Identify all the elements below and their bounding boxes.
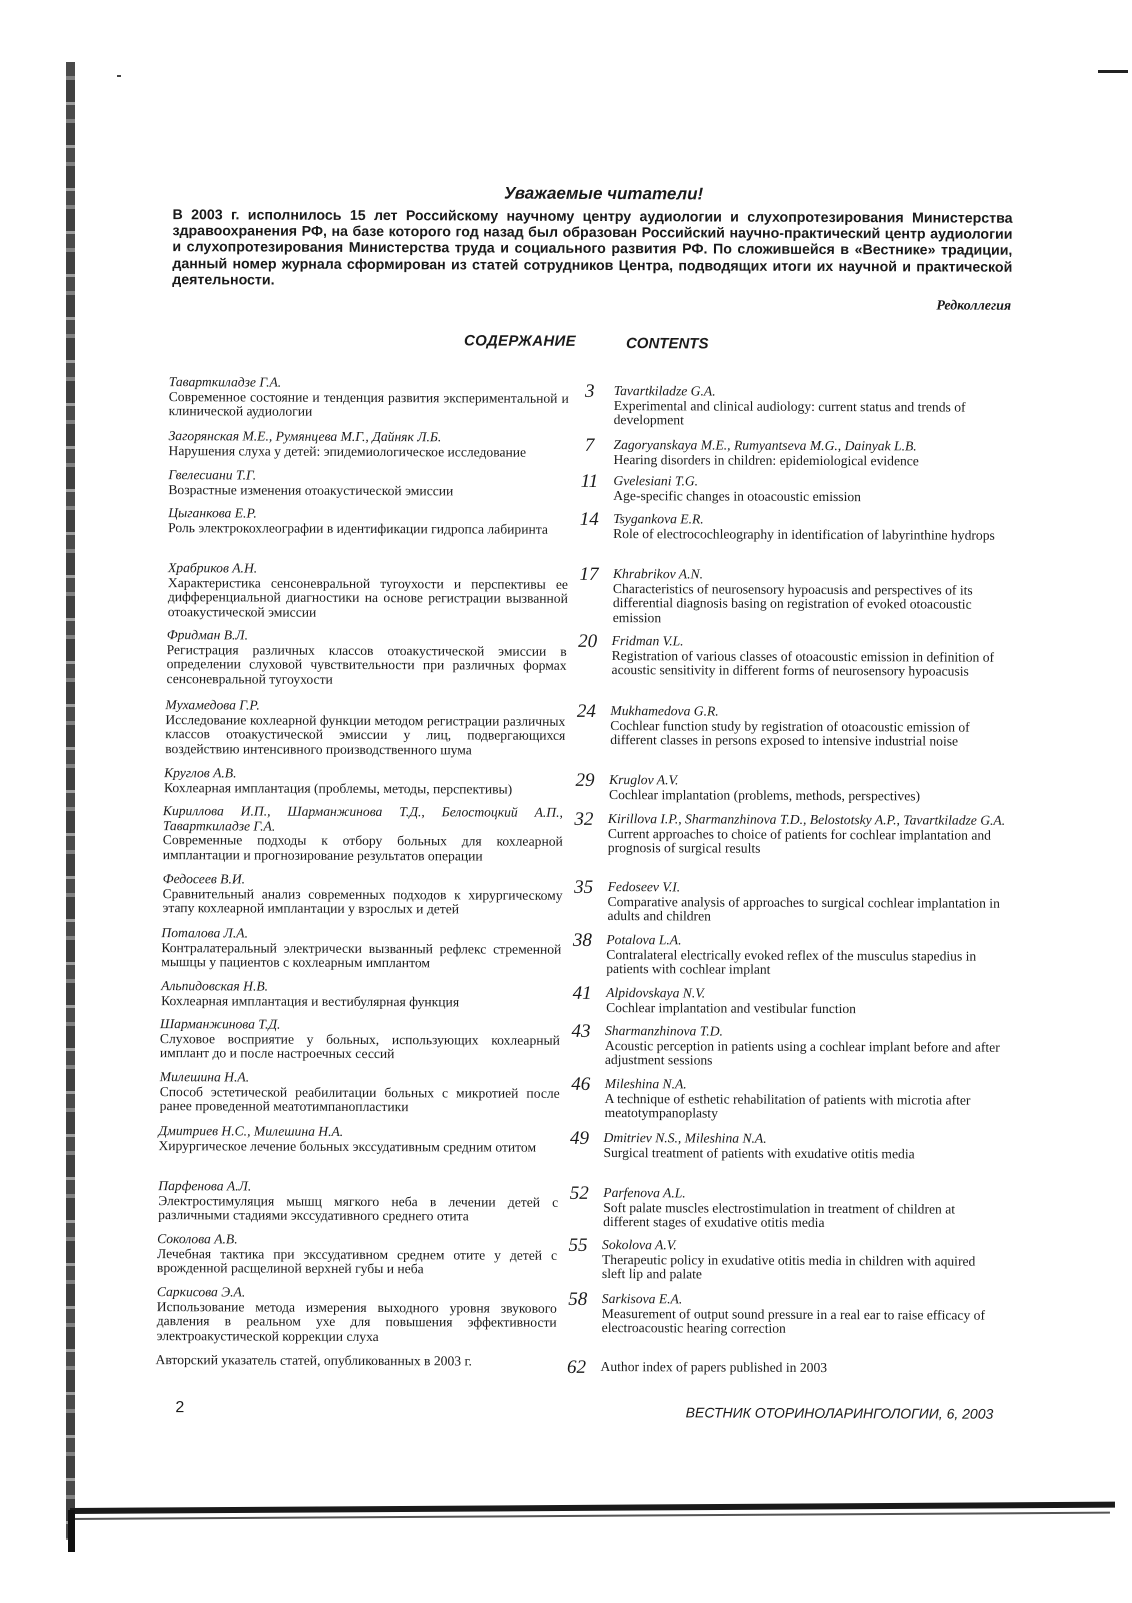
toc-entry-en-authors: Mileshina N.A. <box>604 1076 687 1092</box>
toc-entry-en-title: Therapeutic policy in exudative otitis media in children with aquired sleft lip and palate <box>601 1251 976 1282</box>
toc-entry-ru-title: Нарушения слуха у детей: эпидемиологическое исследование <box>168 442 527 460</box>
toc-entry-en <box>606 933 1006 979</box>
toc-entry-ru <box>160 1070 560 1116</box>
toc-entry-en-title: Characteristics of neurosensory hypoacusis and perspectives of its differential diagnosis basing on registration of evoked otoacoustic emission <box>612 580 973 626</box>
toc-entry-ru-authors: Гвелесиани Т.Г. <box>168 467 257 483</box>
toc-entry-en-title: Soft palate muscles electrostimulation in treatment of children at different stages of exudative otitis media <box>603 1199 956 1231</box>
toc-entry-en-title: Measurement of output sound pressure in a real ear to raise efficacy of electroacoustic hearing correction <box>601 1305 986 1337</box>
toc-entry-en-authors: Potalova L.A. <box>606 932 682 948</box>
toc-entry-en-title: Registration of various classes of otoacoustic emission in definition of acoustic sensitivity in different forms of neurosensory hypoacusis <box>611 647 995 679</box>
toc-entry-en-authors: Dmitriev N.S., Mileshina N.A. <box>603 1130 767 1146</box>
toc-entry-ru-title: Способ эстетической реабилитации больных с микротией после ранее проведенной меатотимпанопластики <box>159 1083 560 1115</box>
toc-entry-en-authors: Mukhamedova G.R. <box>610 703 719 719</box>
toc-entry-en-authors: Parfenova A.L. <box>603 1185 686 1201</box>
toc-entry-en-authors: Sharmanzhinova T.D. <box>604 1023 723 1039</box>
toc-entry-en-title: Current approaches to choice of patients for cochlear implantation and prognosis of surgical results <box>607 825 992 856</box>
toc-entry-en <box>605 1024 1005 1070</box>
toc-entry-en <box>603 1131 1003 1162</box>
toc-entry-ru <box>169 375 569 421</box>
editorial-signature: Редколлегия <box>936 298 1012 314</box>
toc-entry-ru <box>162 872 562 918</box>
toc-entry-ru <box>161 926 561 972</box>
toc-entry-ru-authors: Фридман В.Л. <box>166 627 249 643</box>
editorial-title: Уважаемые читатели! <box>504 183 704 204</box>
toc-entry-ru-title: Контралатеральный электрически вызванный рефлекс стременной мышцы у пациентов с кохлеарным имплантом <box>161 939 562 971</box>
toc-entry-page-number: 7 <box>584 434 595 456</box>
toc-entry-ru-title: Использование метода измерения выходного уровня звукового давления в реальном ухе для повышения эффективности электроакустической коррекции слуха <box>156 1298 557 1344</box>
toc-entry-ru <box>160 1017 560 1063</box>
toc-entry-en-authors: Tsygankova E.R. <box>613 511 704 527</box>
toc-entry-en <box>610 704 1010 750</box>
toc-entry-page-number: 24 <box>576 700 596 722</box>
toc-entry-ru-authors: Милешина Н.А. <box>159 1069 250 1085</box>
toc-entry-ru-title: Слуховое восприятие у больных, использующих кохлеарный имплант до и после настроечных сессий <box>159 1030 560 1062</box>
toc-entry-en <box>612 634 1012 680</box>
toc-entry-en-title: A technique of esthetic rehabilitation of patients with microtia after meatotympanoplasty <box>604 1090 971 1121</box>
toc-entry-ru-authors: Кириллова И.П., Шарманжинова Т.Д., Белостоцкий А.П., Таварткиладзе Г.А. <box>162 803 563 834</box>
toc-entry-ru-authors: Парфенова А.Л. <box>158 1178 252 1194</box>
toc-entry-en <box>613 567 1013 627</box>
toc-entry-en-authors: Alpidovskaya N.V. <box>606 985 706 1001</box>
toc-heading-ru: СОДЕРЖАНИЕ <box>463 332 576 350</box>
toc-entry-page-number: 58 <box>568 1288 588 1310</box>
toc-entry-ru <box>157 1285 557 1345</box>
journal-running-title: ВЕСТНИК ОТОРИНОЛАРИНГОЛОГИИ, 6, 2003 <box>685 1404 994 1422</box>
toc-entry-ru <box>166 628 566 688</box>
toc-entry-ru <box>161 979 561 1010</box>
toc-entry-en-authors: Fridman V.L. <box>611 633 684 649</box>
toc-entry-ru-authors: Цыганкова Е.Р. <box>168 505 257 521</box>
toc-entry-page-number: 41 <box>572 982 592 1004</box>
toc-entry-en-title: Cochlear implantation (problems, methods, perspectives) <box>608 786 921 803</box>
toc-entry-en-authors: Kruglov A.V. <box>609 772 679 788</box>
toc-entry-ru-title: Регистрация различных классов отоакустической эмиссии в определении слуховой чувствительности при различных формах сенсоневральной тугоухости <box>166 641 567 687</box>
toc-entry-ru-title: Современное состояние и тенденция развития экспериментальной и клинической аудиологии <box>168 388 569 419</box>
toc-entry-ru <box>168 468 568 499</box>
page-number: 2 <box>175 1399 185 1417</box>
toc-entry-en <box>602 1292 1002 1338</box>
toc-entry-en-authors: Zagoryanskaya M.E., Rumyantseva M.G., Dainyak L.B. <box>613 437 917 454</box>
toc-entry-en-title: Age-specific changes in otoacoustic emission <box>613 487 862 504</box>
toc-entry-ru <box>168 561 568 621</box>
toc-entry-page-number: 17 <box>579 563 599 585</box>
toc-entry-page-number: 3 <box>584 380 595 402</box>
toc-entry-ru-authors: Поталова Л.А. <box>161 925 249 941</box>
toc-entry-ru <box>158 1179 558 1225</box>
toc-entry-en-title: Hearing disorders in children: epidemiological evidence <box>613 451 919 468</box>
toc-entry-en <box>613 474 1013 505</box>
toc-entry-page-number: 49 <box>569 1127 590 1149</box>
editorial-body: В 2003 г. исполнилось 15 лет Российскому научному центру аудиологии и слухопротезирования Министерства здравоохранения РФ, на базе которого год назад был образован Российский научно-практический центр аудиологии и слухопротезирования Министерства труда и социального развития РФ. По сложившейся в «Вестнике» традиции, данный номер журнала сформирован из статей сотрудников Центра, подводящих итоги их научной и практической деятельности. <box>172 207 1013 289</box>
toc-entry-ru-title: Авторский указатель статей, опубликованных в 2003 г. <box>155 1352 472 1369</box>
toc-entry-ru-title: Современные подходы к отбору больных для кохлеарной имплантации и прогнозирование результатов операции <box>162 832 563 864</box>
toc-entry-ru-authors: Саркисова Э.А. <box>156 1284 246 1300</box>
toc-entry-ru-authors: Загорянская М.Е., Румянцева М.Г., Дайняк Л.Б. <box>168 428 442 445</box>
toc-entry-ru-authors: Федосеев В.И. <box>162 871 246 887</box>
toc-entry-en-authors: Fedoseev V.I. <box>607 879 681 895</box>
toc-entry-ru-title: Исследование кохлеарной функции методом регистрации различных классов отоакустической эмиссии у лиц, подвергающихся воздействию интенсивного производственного шума <box>165 711 566 758</box>
toc-entry-ru-authors: Шарманжинова Т.Д. <box>159 1016 281 1032</box>
toc-entry-en-authors: Khrabrikov A.N. <box>612 566 704 582</box>
toc-entry-page-number: 35 <box>574 876 594 898</box>
toc-entry-en-authors: Sarkisova E.A. <box>601 1291 683 1307</box>
toc-entry-en-title: Contralateral electrically evoked reflex of the musculus stapedius in patients with cochlear implant <box>606 946 977 977</box>
toc-entry-en-title: Acoustic perception in patients using a cochlear implant before and after adjustment sessions <box>604 1037 1000 1068</box>
toc-entry-ru <box>163 804 563 864</box>
toc-entry-ru <box>157 1232 557 1278</box>
toc-entry-en-authors: Tavartkiladze G.A. <box>613 383 716 399</box>
toc-entry-ru <box>158 1124 558 1155</box>
toc-entry-ru-title: Хирургическое лечение больных экссудативным средним отитом <box>158 1137 537 1155</box>
toc-entry-en <box>609 773 1009 804</box>
toc-entry-en <box>607 880 1007 926</box>
toc-entry-ru-authors: Соколова А.В. <box>157 1231 238 1247</box>
toc-entry-en-authors: Gvelesiani T.G. <box>613 473 699 489</box>
toc-entry-page-number: 11 <box>580 470 599 492</box>
toc-entry-page-number: 32 <box>574 808 594 830</box>
toc-entry-en <box>606 986 1006 1017</box>
toc-entry-en <box>613 438 1013 469</box>
toc-entry-ru-title: Электростимуляция мышц мягкого неба в лечении детей с различными стадиями экссудативного среднего отита <box>158 1192 559 1224</box>
toc-entry-en-title: Cochlear implantation and vestibular function <box>606 999 857 1016</box>
toc-entry-en <box>602 1238 1002 1284</box>
toc-entry-en <box>605 1077 1005 1123</box>
toc-entry-ru <box>168 506 568 537</box>
toc-entry-en-authors: Kirillova I.P., Sharmanzhinova T.D., Belostotsky A.P., Tavartkiladze G.A. <box>607 811 1006 828</box>
toc-entry-ru-title: Кохлеарная имплантация и вестибулярная функция <box>161 992 460 1009</box>
toc-heading-en: CONTENTS <box>625 335 709 353</box>
toc-entry-en-title: Experimental and clinical audiology: current status and trends of development <box>613 397 966 428</box>
toc-entry-page-number: 14 <box>579 508 599 530</box>
toc-entry-en <box>614 384 1014 430</box>
toc-entry-page-number: 38 <box>572 929 592 951</box>
toc-entry-ru-title: Сравнительный анализ современных подходов к хирургическому этапу кохлеарной имплантации у взрослых и детей <box>162 885 563 917</box>
toc-entry-page-number: 43 <box>571 1020 591 1042</box>
toc-entry-ru-authors: Мухамедова Г.Р. <box>165 697 260 713</box>
toc-entry-en <box>603 1186 1003 1232</box>
toc-entry-ru <box>168 429 568 460</box>
toc-entry-ru-title: Кохлеарная имплантация (проблемы, методы, перспективы) <box>164 779 513 797</box>
toc-entry-ru-authors: Альпидовская Н.В. <box>161 978 269 994</box>
toc-entry-en-title: Comparative analysis of approaches to surgical cochlear implantation in adults and children <box>607 893 1000 924</box>
toc-entry-en-title: Surgical treatment of patients with exudative otitis media <box>603 1144 915 1161</box>
toc-entry-ru-authors: Круглов А.В. <box>164 765 237 781</box>
toc-entry-en <box>613 512 1013 543</box>
toc-entry-page-number: 55 <box>568 1234 588 1256</box>
toc-entry-page-number: 46 <box>571 1073 591 1095</box>
toc-entry-page-number: 52 <box>569 1182 589 1204</box>
toc-entry-ru-title: Возрастные изменения отоакустической эмиссии <box>168 481 454 498</box>
toc-entry-ru-title: Лечебная тактика при экссудативном среднем отите у детей с врожденной расщелиной верхней губы и неба <box>156 1245 558 1277</box>
toc-entry-page-number: 29 <box>575 769 595 791</box>
toc-entry-ru-authors: Храбриков А.Н. <box>167 560 258 576</box>
toc-entry-en <box>600 1360 1000 1376</box>
toc-entry-page-number: 20 <box>578 630 598 652</box>
toc-entry-en <box>608 812 1008 858</box>
toc-entry-ru <box>165 698 565 758</box>
toc-entry-en-title: Cochlear function study by registration of otoacoustic emission of different classes in persons exposed to intensive industrial noise <box>610 717 970 749</box>
toc-entry-ru-title: Характеристика сенсоневральной тугоухости и перспективы ее дифференциальной диагностики на основе регистрации вызванной отоакустической эмиссии <box>167 574 568 620</box>
toc-entry-ru <box>156 1353 556 1369</box>
toc-entry-ru <box>164 766 564 797</box>
toc-entry-ru-authors: Таварткиладзе Г.А. <box>168 374 282 390</box>
toc-entry-ru-title: Роль электрокохлеографии в идентификации гидропса лабиринта <box>168 519 548 537</box>
toc-entry-en-title: Role of electrocochleography in identification of labyrinthine hydrops <box>613 525 995 543</box>
toc-entry-ru-authors: Дмитриев Н.С., Милешина Н.А. <box>158 1123 344 1139</box>
toc-entry-en-authors: Sokolova A.V. <box>602 1237 677 1253</box>
toc-entry-page-number: 62 <box>566 1356 587 1378</box>
toc-entry-en-title: Author index of papers published in 2003 <box>600 1359 828 1375</box>
